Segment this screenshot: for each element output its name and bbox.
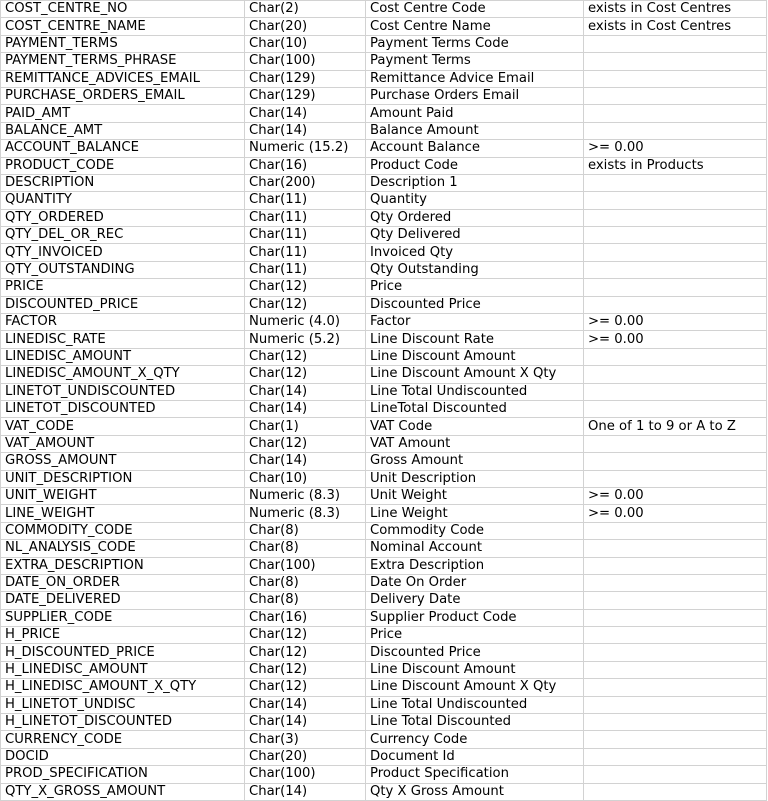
description-cell: Line Discount Amount X Qty xyxy=(366,679,584,696)
validation-cell xyxy=(584,227,767,244)
data-type-cell: Char(11) xyxy=(245,192,366,209)
table-row xyxy=(1,383,767,400)
validation-cell: >= 0.00 xyxy=(584,487,767,504)
field-name-cell: PRODUCT_CODE xyxy=(1,157,245,174)
data-type-cell: Numeric (8.3) xyxy=(245,505,366,522)
field-name-cell: UNIT_DESCRIPTION xyxy=(1,470,245,487)
field-name-cell: FACTOR xyxy=(1,314,245,331)
description-cell: Date On Order xyxy=(366,574,584,591)
validation-cell xyxy=(584,644,767,661)
validation-cell xyxy=(584,209,767,226)
validation-cell xyxy=(584,679,767,696)
field-name-cell: H_LINETOT_UNDISC xyxy=(1,696,245,713)
validation-cell xyxy=(584,557,767,574)
data-type-cell: Numeric (8.3) xyxy=(245,487,366,504)
validation-cell: exists in Products xyxy=(584,157,767,174)
validation-cell xyxy=(584,714,767,731)
description-cell: Line Discount Amount X Qty xyxy=(366,366,584,383)
validation-cell xyxy=(584,244,767,261)
data-type-cell: Char(2) xyxy=(245,1,366,18)
field-name-cell: CURRENCY_CODE xyxy=(1,731,245,748)
description-cell: Unit Weight xyxy=(366,487,584,504)
validation-cell xyxy=(584,540,767,557)
data-type-cell: Char(14) xyxy=(245,105,366,122)
data-type-cell: Numeric (15.2) xyxy=(245,140,366,157)
description-cell: Supplier Product Code xyxy=(366,609,584,626)
description-cell: Gross Amount xyxy=(366,453,584,470)
data-type-cell: Char(14) xyxy=(245,453,366,470)
validation-cell xyxy=(584,522,767,539)
validation-cell: >= 0.00 xyxy=(584,314,767,331)
table-row xyxy=(1,192,767,209)
field-name-cell: COST_CENTRE_NO xyxy=(1,1,245,18)
field-name-cell: PAYMENT_TERMS_PHRASE xyxy=(1,53,245,70)
data-type-cell: Char(14) xyxy=(245,696,366,713)
data-type-cell: Char(8) xyxy=(245,522,366,539)
validation-cell xyxy=(584,122,767,139)
validation-cell: >= 0.00 xyxy=(584,331,767,348)
field-name-cell: SUPPLIER_CODE xyxy=(1,609,245,626)
field-name-cell: H_PRICE xyxy=(1,627,245,644)
data-type-cell: Char(20) xyxy=(245,18,366,35)
validation-cell: exists in Cost Centres xyxy=(584,1,767,18)
description-cell: Payment Terms xyxy=(366,53,584,70)
field-name-cell: H_LINEDISC_AMOUNT xyxy=(1,661,245,678)
data-type-cell: Char(129) xyxy=(245,70,366,87)
description-cell: Discounted Price xyxy=(366,296,584,313)
data-type-cell: Char(12) xyxy=(245,661,366,678)
validation-cell xyxy=(584,192,767,209)
description-cell: Account Balance xyxy=(366,140,584,157)
field-name-cell: PAYMENT_TERMS xyxy=(1,35,245,52)
data-type-cell: Numeric (4.0) xyxy=(245,314,366,331)
data-type-cell: Char(12) xyxy=(245,679,366,696)
field-name-cell: UNIT_WEIGHT xyxy=(1,487,245,504)
validation-cell xyxy=(584,731,767,748)
field-name-cell: DATE_ON_ORDER xyxy=(1,574,245,591)
field-name-cell: LINETOT_DISCOUNTED xyxy=(1,400,245,417)
field-name-cell: NL_ANALYSIS_CODE xyxy=(1,540,245,557)
validation-cell xyxy=(584,470,767,487)
table-row xyxy=(1,348,767,365)
description-cell: Factor xyxy=(366,314,584,331)
validation-cell xyxy=(584,348,767,365)
validation-cell xyxy=(584,453,767,470)
table-row xyxy=(1,766,767,783)
table-row xyxy=(1,435,767,452)
validation-cell xyxy=(584,627,767,644)
data-type-cell: Char(12) xyxy=(245,348,366,365)
field-name-cell: EXTRA_DESCRIPTION xyxy=(1,557,245,574)
table-row xyxy=(1,557,767,574)
table-row xyxy=(1,331,767,348)
validation-cell xyxy=(584,174,767,191)
table-row xyxy=(1,783,767,800)
validation-cell: exists in Cost Centres xyxy=(584,18,767,35)
description-cell: Discounted Price xyxy=(366,644,584,661)
table-row xyxy=(1,209,767,226)
description-cell: LineTotal Discounted xyxy=(366,400,584,417)
data-type-cell: Char(12) xyxy=(245,644,366,661)
description-cell: Currency Code xyxy=(366,731,584,748)
data-type-cell: Char(200) xyxy=(245,174,366,191)
field-name-cell: DATE_DELIVERED xyxy=(1,592,245,609)
validation-cell xyxy=(584,592,767,609)
description-cell: Remittance Advice Email xyxy=(366,70,584,87)
description-cell: Purchase Orders Email xyxy=(366,87,584,104)
description-cell: Line Discount Amount xyxy=(366,348,584,365)
field-name-cell: PROD_SPECIFICATION xyxy=(1,766,245,783)
description-cell: Invoiced Qty xyxy=(366,244,584,261)
table-row xyxy=(1,261,767,278)
validation-cell xyxy=(584,87,767,104)
description-cell: Cost Centre Name xyxy=(366,18,584,35)
validation-cell xyxy=(584,400,767,417)
description-cell: Delivery Date xyxy=(366,592,584,609)
data-type-cell: Char(16) xyxy=(245,609,366,626)
table-row xyxy=(1,174,767,191)
table-row xyxy=(1,157,767,174)
table-row xyxy=(1,140,767,157)
description-cell: Qty Outstanding xyxy=(366,261,584,278)
validation-cell xyxy=(584,105,767,122)
data-type-cell: Char(100) xyxy=(245,557,366,574)
validation-cell xyxy=(584,279,767,296)
validation-cell xyxy=(584,435,767,452)
data-type-cell: Char(14) xyxy=(245,714,366,731)
data-type-cell: Char(20) xyxy=(245,748,366,765)
data-type-cell: Char(100) xyxy=(245,53,366,70)
validation-cell xyxy=(584,296,767,313)
table-row xyxy=(1,418,767,435)
validation-cell xyxy=(584,783,767,800)
field-name-cell: LINEDISC_AMOUNT_X_QTY xyxy=(1,366,245,383)
table-row xyxy=(1,35,767,52)
description-cell: Unit Description xyxy=(366,470,584,487)
data-type-cell: Char(129) xyxy=(245,87,366,104)
description-cell: Description 1 xyxy=(366,174,584,191)
validation-cell xyxy=(584,53,767,70)
description-cell: Product Specification xyxy=(366,766,584,783)
field-name-cell: H_LINEDISC_AMOUNT_X_QTY xyxy=(1,679,245,696)
field-name-cell: LINETOT_UNDISCOUNTED xyxy=(1,383,245,400)
field-name-cell: PAID_AMT xyxy=(1,105,245,122)
field-name-cell: LINEDISC_RATE xyxy=(1,331,245,348)
table-row xyxy=(1,748,767,765)
table-row xyxy=(1,522,767,539)
field-name-cell: QUANTITY xyxy=(1,192,245,209)
field-name-cell: QTY_ORDERED xyxy=(1,209,245,226)
data-type-cell: Char(10) xyxy=(245,35,366,52)
data-type-cell: Char(14) xyxy=(245,122,366,139)
data-type-cell: Char(11) xyxy=(245,227,366,244)
field-name-cell: DISCOUNTED_PRICE xyxy=(1,296,245,313)
data-type-cell: Char(8) xyxy=(245,540,366,557)
data-type-cell: Char(14) xyxy=(245,383,366,400)
description-cell: Product Code xyxy=(366,157,584,174)
data-type-cell: Char(11) xyxy=(245,261,366,278)
description-cell: Line Total Discounted xyxy=(366,714,584,731)
data-type-cell: Char(11) xyxy=(245,209,366,226)
description-cell: Extra Description xyxy=(366,557,584,574)
table-row xyxy=(1,505,767,522)
description-cell: Balance Amount xyxy=(366,122,584,139)
data-type-cell: Char(16) xyxy=(245,157,366,174)
field-name-cell: H_DISCOUNTED_PRICE xyxy=(1,644,245,661)
table-row xyxy=(1,279,767,296)
table-row xyxy=(1,714,767,731)
description-cell: Line Discount Amount xyxy=(366,661,584,678)
description-cell: Qty Delivered xyxy=(366,227,584,244)
description-cell: Commodity Code xyxy=(366,522,584,539)
table-row xyxy=(1,487,767,504)
validation-cell xyxy=(584,35,767,52)
validation-cell xyxy=(584,383,767,400)
data-type-cell: Char(12) xyxy=(245,296,366,313)
field-name-cell: DOCID xyxy=(1,748,245,765)
data-type-cell: Char(12) xyxy=(245,627,366,644)
table-row xyxy=(1,609,767,626)
data-type-cell: Char(12) xyxy=(245,435,366,452)
description-cell: Cost Centre Code xyxy=(366,1,584,18)
field-name-cell: QTY_INVOICED xyxy=(1,244,245,261)
data-type-cell: Char(1) xyxy=(245,418,366,435)
data-type-cell: Char(14) xyxy=(245,400,366,417)
description-cell: Line Weight xyxy=(366,505,584,522)
field-name-cell: COST_CENTRE_NAME xyxy=(1,18,245,35)
description-cell: Payment Terms Code xyxy=(366,35,584,52)
description-cell: VAT Code xyxy=(366,418,584,435)
table-row xyxy=(1,314,767,331)
validation-cell: One of 1 to 9 or A to Z xyxy=(584,418,767,435)
table-row xyxy=(1,731,767,748)
table-row xyxy=(1,18,767,35)
description-cell: Qty X Gross Amount xyxy=(366,783,584,800)
field-name-cell: H_LINETOT_DISCOUNTED xyxy=(1,714,245,731)
field-name-cell: REMITTANCE_ADVICES_EMAIL xyxy=(1,70,245,87)
table-row xyxy=(1,296,767,313)
validation-cell xyxy=(584,661,767,678)
field-name-cell: PURCHASE_ORDERS_EMAIL xyxy=(1,87,245,104)
description-cell: Amount Paid xyxy=(366,105,584,122)
description-cell: Qty Ordered xyxy=(366,209,584,226)
field-name-cell: ACCOUNT_BALANCE xyxy=(1,140,245,157)
field-name-cell: LINE_WEIGHT xyxy=(1,505,245,522)
description-cell: VAT Amount xyxy=(366,435,584,452)
validation-cell xyxy=(584,574,767,591)
field-name-cell: LINEDISC_AMOUNT xyxy=(1,348,245,365)
data-type-cell: Numeric (5.2) xyxy=(245,331,366,348)
table-body xyxy=(1,1,767,801)
validation-cell xyxy=(584,696,767,713)
table-row xyxy=(1,661,767,678)
validation-cell xyxy=(584,609,767,626)
table-row xyxy=(1,592,767,609)
field-name-cell: PRICE xyxy=(1,279,245,296)
table-row xyxy=(1,244,767,261)
field-name-cell: VAT_AMOUNT xyxy=(1,435,245,452)
validation-cell: >= 0.00 xyxy=(584,505,767,522)
field-name-cell: GROSS_AMOUNT xyxy=(1,453,245,470)
data-type-cell: Char(14) xyxy=(245,783,366,800)
field-name-cell: VAT_CODE xyxy=(1,418,245,435)
validation-cell xyxy=(584,366,767,383)
validation-cell xyxy=(584,766,767,783)
table-row xyxy=(1,122,767,139)
description-cell: Line Discount Rate xyxy=(366,331,584,348)
table-row xyxy=(1,400,767,417)
field-name-cell: QTY_OUTSTANDING xyxy=(1,261,245,278)
validation-cell xyxy=(584,70,767,87)
field-name-cell: QTY_X_GROSS_AMOUNT xyxy=(1,783,245,800)
table-row xyxy=(1,1,767,18)
description-cell: Line Total Undiscounted xyxy=(366,383,584,400)
description-cell: Quantity xyxy=(366,192,584,209)
validation-cell xyxy=(584,261,767,278)
data-type-cell: Char(3) xyxy=(245,731,366,748)
data-type-cell: Char(12) xyxy=(245,279,366,296)
table-row xyxy=(1,679,767,696)
table-row xyxy=(1,627,767,644)
validation-cell xyxy=(584,748,767,765)
data-type-cell: Char(11) xyxy=(245,244,366,261)
table-row xyxy=(1,470,767,487)
table-row xyxy=(1,453,767,470)
table-row xyxy=(1,696,767,713)
field-name-cell: QTY_DEL_OR_REC xyxy=(1,227,245,244)
table-row xyxy=(1,574,767,591)
field-name-cell: DESCRIPTION xyxy=(1,174,245,191)
data-type-cell: Char(100) xyxy=(245,766,366,783)
data-type-cell: Char(8) xyxy=(245,574,366,591)
field-name-cell: COMMODITY_CODE xyxy=(1,522,245,539)
data-type-cell: Char(12) xyxy=(245,366,366,383)
description-cell: Nominal Account xyxy=(366,540,584,557)
data-type-cell: Char(8) xyxy=(245,592,366,609)
table-row xyxy=(1,53,767,70)
validation-cell: >= 0.00 xyxy=(584,140,767,157)
table-row xyxy=(1,105,767,122)
field-name-cell: BALANCE_AMT xyxy=(1,122,245,139)
table-row xyxy=(1,540,767,557)
table-row xyxy=(1,87,767,104)
table-row xyxy=(1,70,767,87)
table-row xyxy=(1,227,767,244)
table-row xyxy=(1,644,767,661)
data-type-cell: Char(10) xyxy=(245,470,366,487)
table-row xyxy=(1,366,767,383)
description-cell: Line Total Undiscounted xyxy=(366,696,584,713)
description-cell: Price xyxy=(366,279,584,296)
description-cell: Document Id xyxy=(366,748,584,765)
description-cell: Price xyxy=(366,627,584,644)
